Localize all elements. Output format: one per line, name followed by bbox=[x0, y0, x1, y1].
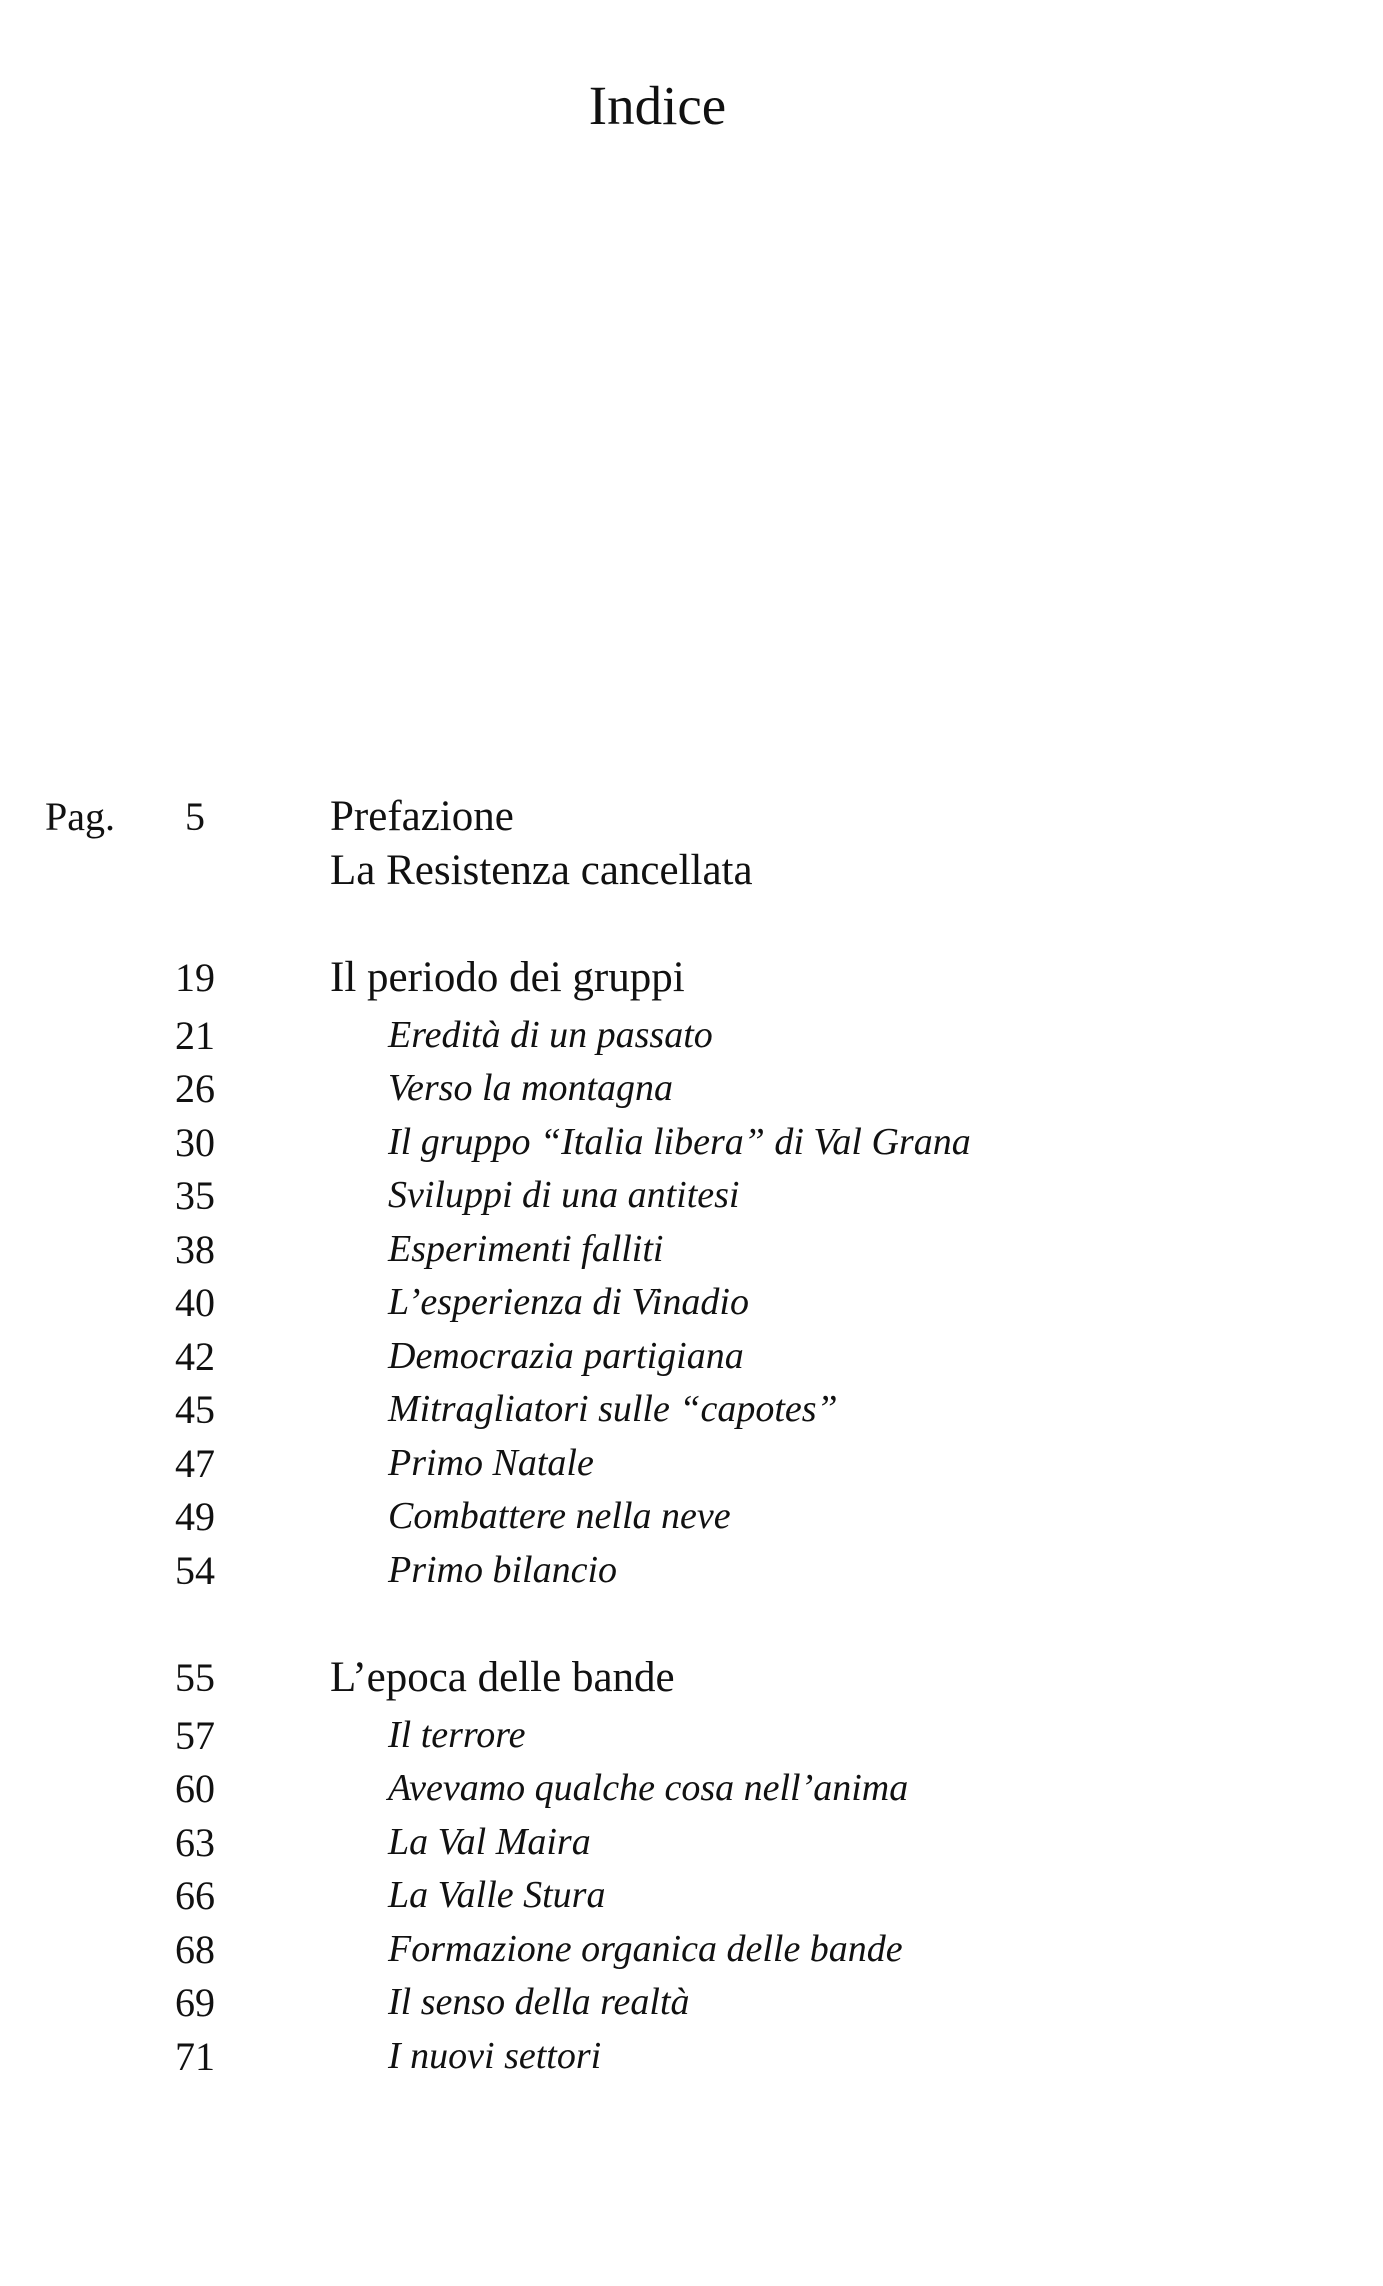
toc-row-chapter-continued bbox=[0, 844, 1383, 898]
page-number: 54 bbox=[175, 1547, 215, 1593]
toc-row bbox=[0, 1223, 1383, 1277]
toc-row bbox=[0, 1169, 1383, 1223]
entry-title: I nuovi settori bbox=[388, 2034, 602, 2077]
toc-row-chapter bbox=[0, 951, 1383, 1005]
toc-row bbox=[0, 1490, 1383, 1544]
entry-title: Combattere nella neve bbox=[388, 1495, 731, 1537]
entry-title: Formazione organica delle bande bbox=[388, 1927, 903, 1970]
page-number: 19 bbox=[175, 955, 215, 1000]
toc-row bbox=[0, 1437, 1383, 1491]
toc-row bbox=[0, 1762, 1383, 1816]
entry-title: Il terrore bbox=[388, 1713, 526, 1756]
toc-row bbox=[0, 1330, 1383, 1384]
page-number: 68 bbox=[175, 1926, 215, 1972]
chapter-title: La Resistenza cancellata bbox=[330, 846, 753, 894]
toc-row bbox=[0, 1009, 1383, 1063]
page-number: 63 bbox=[175, 1819, 215, 1865]
toc-row bbox=[0, 2030, 1383, 2084]
page-number: 66 bbox=[175, 1873, 215, 1918]
entry-title: Verso la montagna bbox=[388, 1067, 673, 1109]
page-title: Indice bbox=[588, 75, 727, 136]
page-number: 60 bbox=[175, 1766, 215, 1811]
entry-title: Avevamo qualche cosa nell’anima bbox=[388, 1767, 909, 1809]
chapter-title: Il periodo dei gruppi bbox=[330, 954, 685, 1001]
page-number: 5 bbox=[185, 794, 205, 839]
chapter-title: Prefazione bbox=[330, 793, 514, 840]
page-number: 57 bbox=[175, 1712, 215, 1758]
toc-row bbox=[0, 1062, 1383, 1116]
toc-row-chapter bbox=[0, 1651, 1383, 1705]
page-number: 69 bbox=[175, 1980, 215, 2025]
page-number: 49 bbox=[175, 1494, 215, 1539]
toc-row bbox=[0, 1276, 1383, 1330]
entry-title: La Val Maira bbox=[388, 1820, 591, 1863]
toc-row bbox=[0, 1544, 1383, 1598]
page-number: 55 bbox=[175, 1655, 215, 1700]
entry-title: Il senso della realtà bbox=[388, 1981, 690, 2023]
toc-row bbox=[0, 1976, 1383, 2030]
entry-title: Primo bilancio bbox=[388, 1548, 618, 1591]
page-number: 21 bbox=[175, 1012, 215, 1058]
toc-subsection-list bbox=[0, 1009, 1383, 1598]
toc-row bbox=[0, 1709, 1383, 1763]
toc-row-chapter bbox=[0, 790, 1383, 844]
page-number: 47 bbox=[175, 1440, 215, 1486]
page-number: 38 bbox=[175, 1226, 215, 1272]
page-number: 26 bbox=[175, 1066, 215, 1111]
entry-title: Mitragliatori sulle “capotes” bbox=[388, 1388, 838, 1430]
entry-title: Eredità di un passato bbox=[388, 1013, 713, 1056]
page-number: 71 bbox=[175, 2033, 215, 2079]
table-of-contents bbox=[0, 790, 1383, 2083]
toc-subsection-list bbox=[0, 1709, 1383, 2084]
toc-row bbox=[0, 1116, 1383, 1170]
page-number: 45 bbox=[175, 1387, 215, 1432]
entry-title: Il gruppo “Italia libera” di Val Grana bbox=[388, 1120, 971, 1163]
page-number: 40 bbox=[175, 1280, 215, 1325]
entry-title: La Valle Stura bbox=[388, 1874, 606, 1916]
toc-row bbox=[0, 1816, 1383, 1870]
chapter-title: L’epoca delle bande bbox=[330, 1654, 675, 1701]
toc-row bbox=[0, 1383, 1383, 1437]
entry-title: L’esperienza di Vinadio bbox=[388, 1281, 749, 1323]
toc-row bbox=[0, 1923, 1383, 1977]
entry-title: Democrazia partigiana bbox=[388, 1334, 744, 1377]
entry-title: Sviluppi di una antitesi bbox=[388, 1174, 740, 1216]
entry-title: Esperimenti falliti bbox=[388, 1227, 664, 1270]
page-number: 42 bbox=[175, 1333, 215, 1379]
toc-row bbox=[0, 1869, 1383, 1923]
pag-label: Pag. bbox=[45, 794, 115, 839]
page-number: 30 bbox=[175, 1119, 215, 1165]
page-number: 35 bbox=[175, 1173, 215, 1218]
entry-title: Primo Natale bbox=[388, 1441, 594, 1484]
